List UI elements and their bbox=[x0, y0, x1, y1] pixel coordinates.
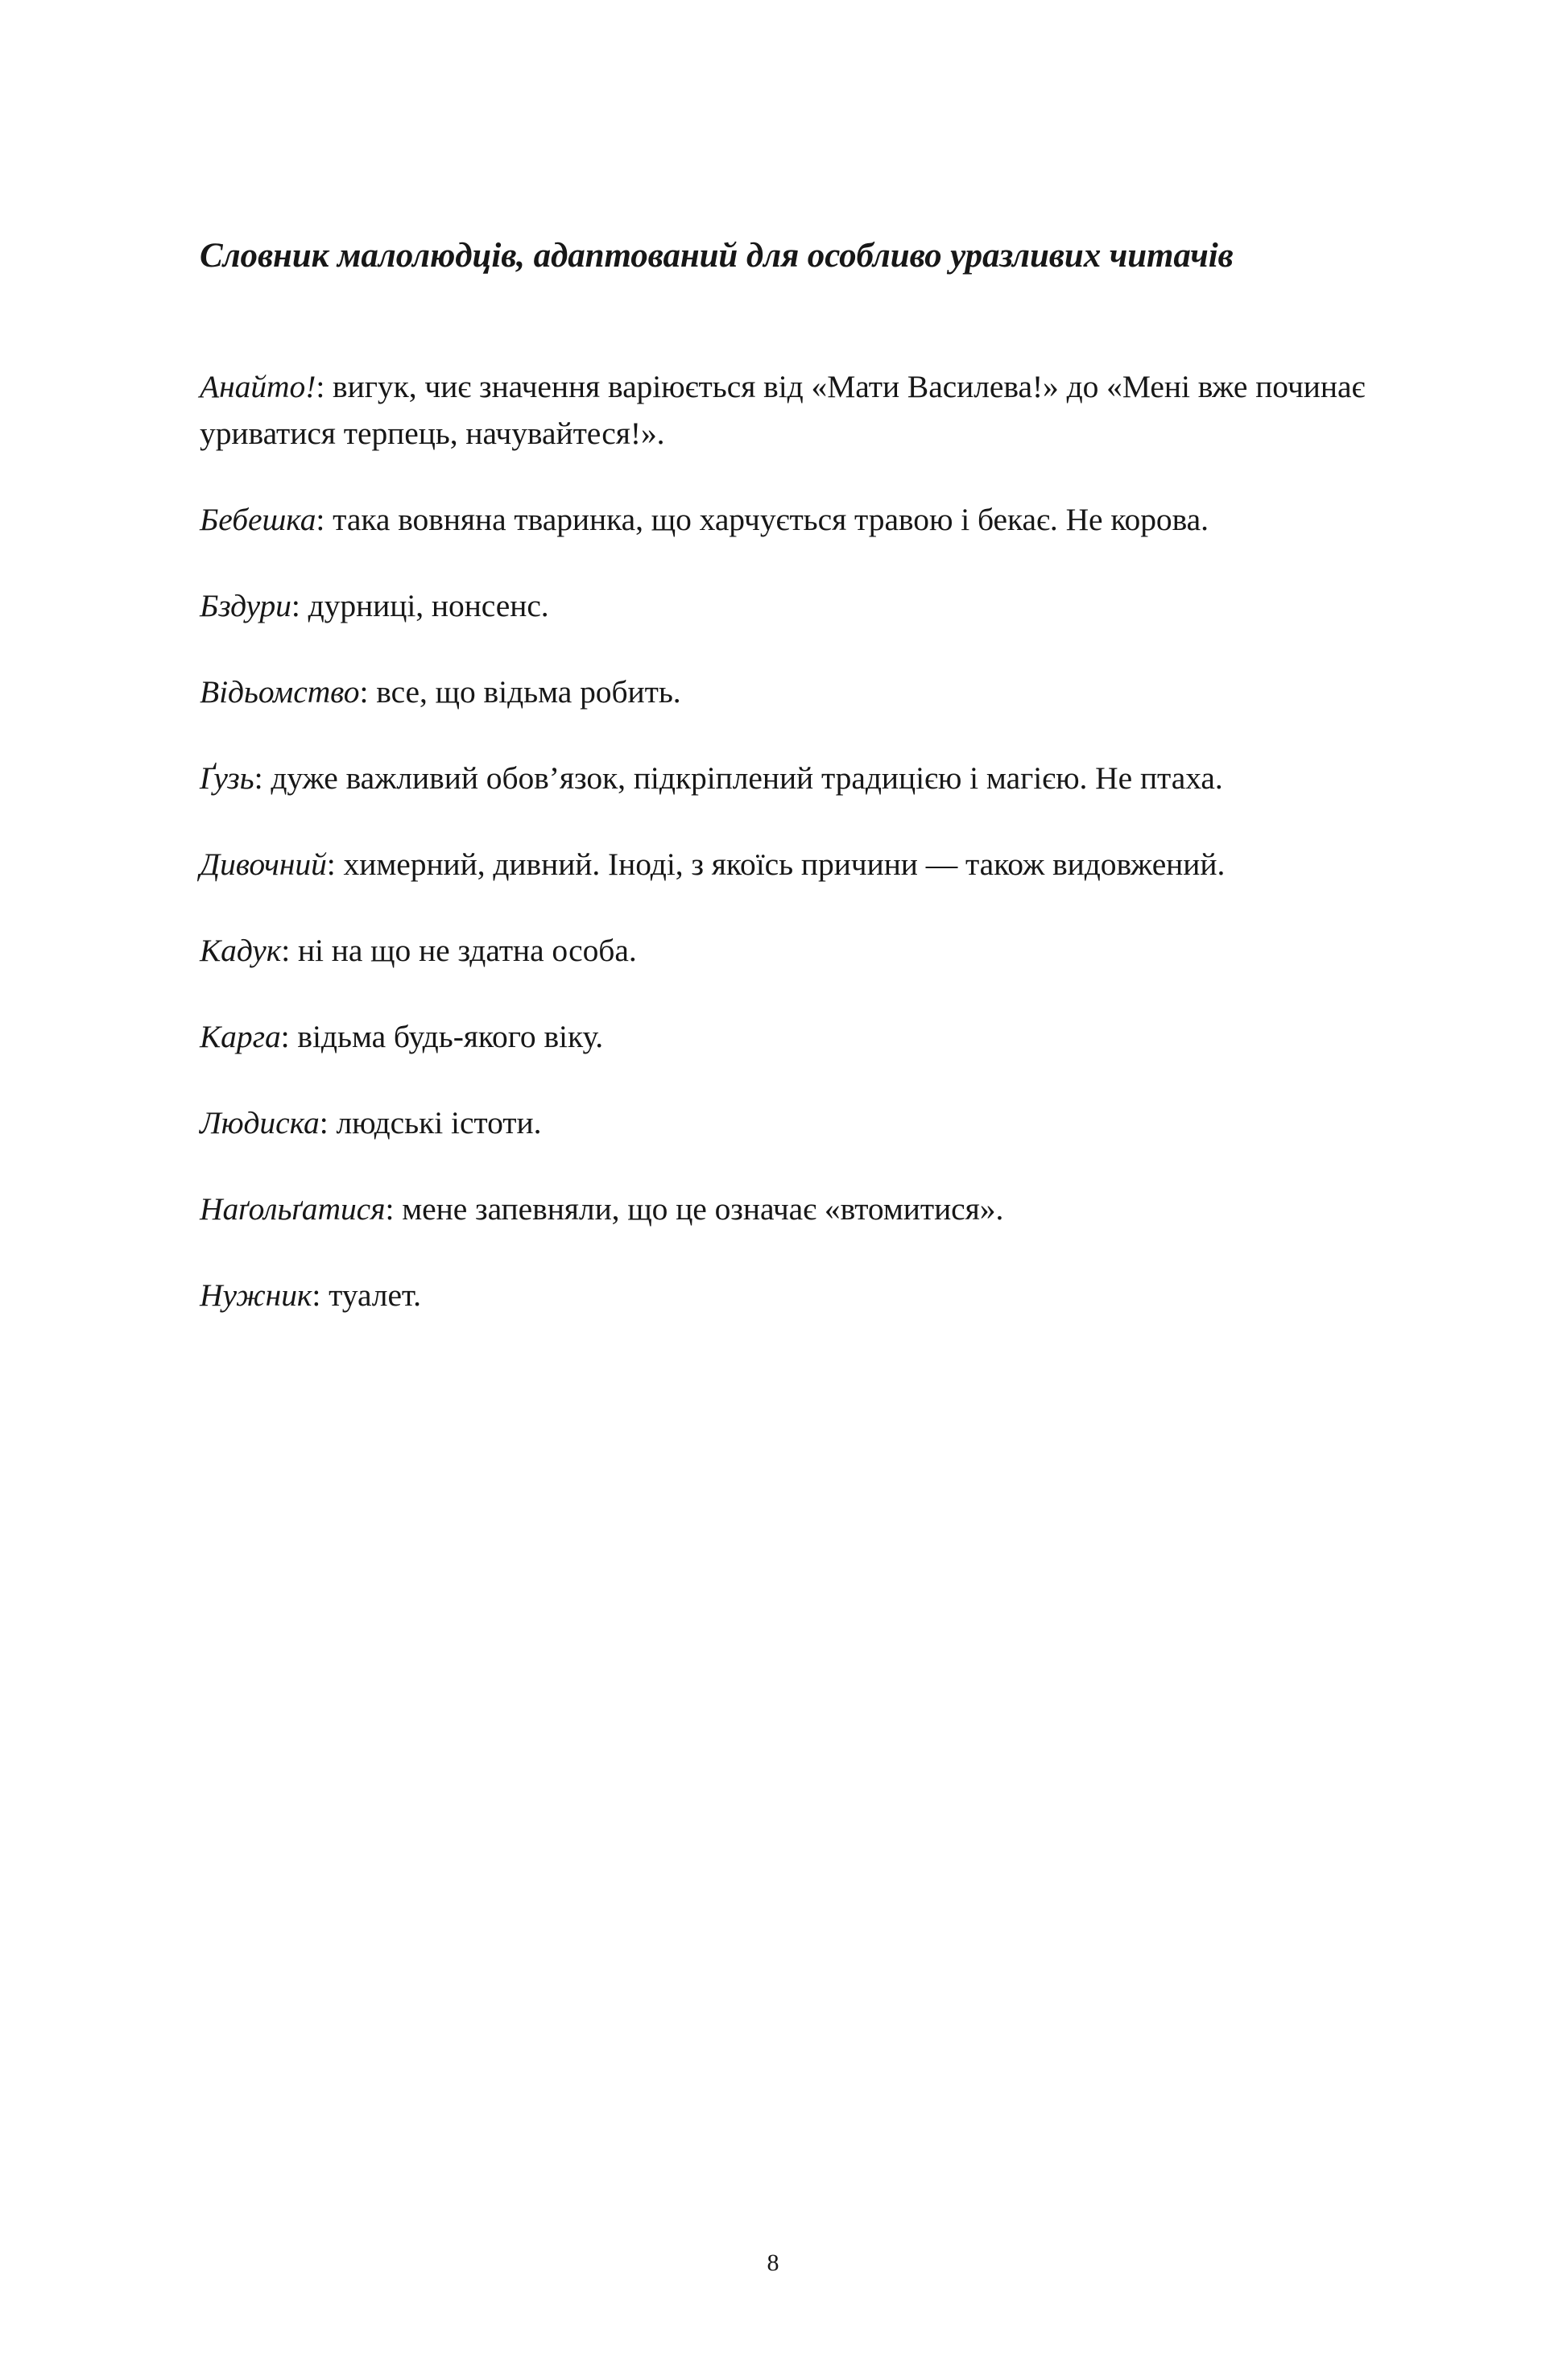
glossary-term: Людиска bbox=[200, 1105, 320, 1141]
glossary-entry bbox=[200, 363, 1383, 457]
glossary-definition: : людські істоти. bbox=[319, 1105, 542, 1141]
glossary-term: Анайто! bbox=[200, 368, 316, 404]
glossary-list bbox=[200, 363, 1383, 1319]
glossary-term: Кадук bbox=[200, 933, 282, 969]
glossary-definition: : химерний, дивний. Іноді, з якоїсь причини — також видовжений. bbox=[326, 846, 1226, 883]
glossary-entry bbox=[200, 582, 1383, 629]
glossary-definition: : вигук, чиє значення варіюється від «Мати Василева!» до «Мені вже починає уриватися терпець, начувайтеся!». bbox=[200, 368, 1366, 451]
glossary-definition: : все, що відьма робить. bbox=[359, 674, 681, 710]
glossary-entry bbox=[200, 496, 1383, 543]
glossary-term: Відьомство bbox=[200, 674, 360, 710]
glossary-entry bbox=[200, 668, 1383, 715]
glossary-term: Наґольґатися bbox=[200, 1191, 386, 1227]
glossary-definition: : дурниці, нонсенс. bbox=[291, 587, 549, 623]
glossary-entry bbox=[200, 927, 1383, 974]
page-title: Словник малолюдців, адаптований для особливо уразливих читачів bbox=[200, 237, 1234, 275]
glossary-entry bbox=[200, 1272, 1383, 1318]
glossary-entry bbox=[200, 841, 1383, 888]
glossary-entry bbox=[200, 1013, 1383, 1060]
page-number: 8 bbox=[767, 2250, 779, 2276]
glossary-definition: : дуже важливий обов’язок, підкріплений традицією і магією. Не птаха. bbox=[254, 760, 1223, 797]
glossary-definition: : відьма будь-якого віку. bbox=[280, 1019, 604, 1055]
glossary-definition: : ні на що не здатна особа. bbox=[281, 933, 637, 969]
glossary-entry bbox=[200, 755, 1383, 801]
glossary-term: Дивочний bbox=[200, 846, 327, 883]
glossary-entry bbox=[200, 1186, 1383, 1232]
glossary-entry bbox=[200, 1099, 1383, 1146]
glossary-term: Карга bbox=[200, 1019, 281, 1055]
glossary-term: Бздури bbox=[200, 587, 291, 623]
glossary-term: Ґузь bbox=[200, 760, 254, 797]
glossary-definition: : мене запевняли, що це означає «втомитися». bbox=[385, 1191, 1004, 1227]
glossary-term: Нужник bbox=[200, 1277, 312, 1314]
glossary-definition: : така вовняна тваринка, що харчується травою і бекає. Не корова. bbox=[316, 501, 1209, 537]
glossary-term: Бебешка bbox=[200, 501, 316, 537]
glossary-definition: : туалет. bbox=[312, 1277, 422, 1314]
